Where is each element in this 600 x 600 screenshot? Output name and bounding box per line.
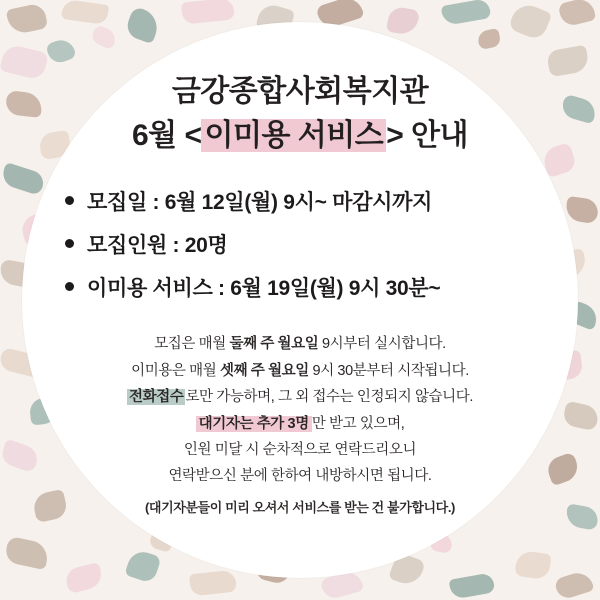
bullet-text: 모집일 : 6월 12일(월) 9시~ 마감시까지 — [87, 191, 433, 215]
detail-line-5: 인원 미달 시 순차적으로 연락드리오니 — [183, 441, 417, 458]
bullet-dot-icon — [65, 282, 74, 291]
bullet-dot-icon — [65, 196, 74, 205]
list-item — [65, 272, 535, 302]
detail-line-2 — [75, 358, 525, 384]
list-item — [65, 186, 535, 216]
detail-text: 9시부터 실시합니다. — [318, 336, 446, 353]
poster-title — [132, 72, 468, 156]
detail-text: 9시 30분부터 시작됩니다. — [308, 362, 469, 379]
bullet-list — [65, 186, 535, 315]
detail-line-4 — [75, 411, 525, 437]
detail-line-1 — [75, 331, 525, 357]
bullet-dot-icon — [65, 239, 74, 248]
detail-highlight-phone: 전화접수 — [129, 389, 184, 406]
list-item — [65, 229, 535, 259]
bullet-text: 모집인원 : 20명 — [87, 234, 228, 258]
title-prefix: 6월 < — [131, 119, 202, 153]
detail-text: 만 받고 있으며, — [311, 415, 405, 432]
title-highlight: 이미용 서비스 — [201, 119, 386, 152]
title-line-2 — [132, 116, 468, 156]
detail-note: (대기자분들이 미리 오셔서 서비스를 받는 건 불가합니다.) — [145, 499, 455, 515]
detail-text: 모집은 매월 — [154, 336, 230, 353]
detail-line-6: 연락받으신 분에 한하여 내방하시면 됩니다. — [168, 468, 432, 485]
detail-emphasis: 둘째 주 월요일 — [229, 336, 319, 353]
title-suffix: > 안내 — [386, 119, 469, 153]
detail-text: 이미용은 매월 — [131, 362, 220, 379]
detail-paragraph — [75, 331, 525, 519]
detail-emphasis: 셋째 주 월요일 — [220, 362, 309, 379]
detail-highlight-waitlist: 대기자는 추가 3명 — [196, 416, 312, 432]
title-line-1: 금강종합사회복지관 — [171, 75, 429, 108]
detail-line-3 — [75, 384, 525, 410]
detail-text: 로만 가능하며, 그 외 접수는 인정되지 않습니다. — [185, 389, 473, 406]
bullet-text: 이미용 서비스 : 6월 19일(월) 9시 30분~ — [87, 277, 441, 301]
